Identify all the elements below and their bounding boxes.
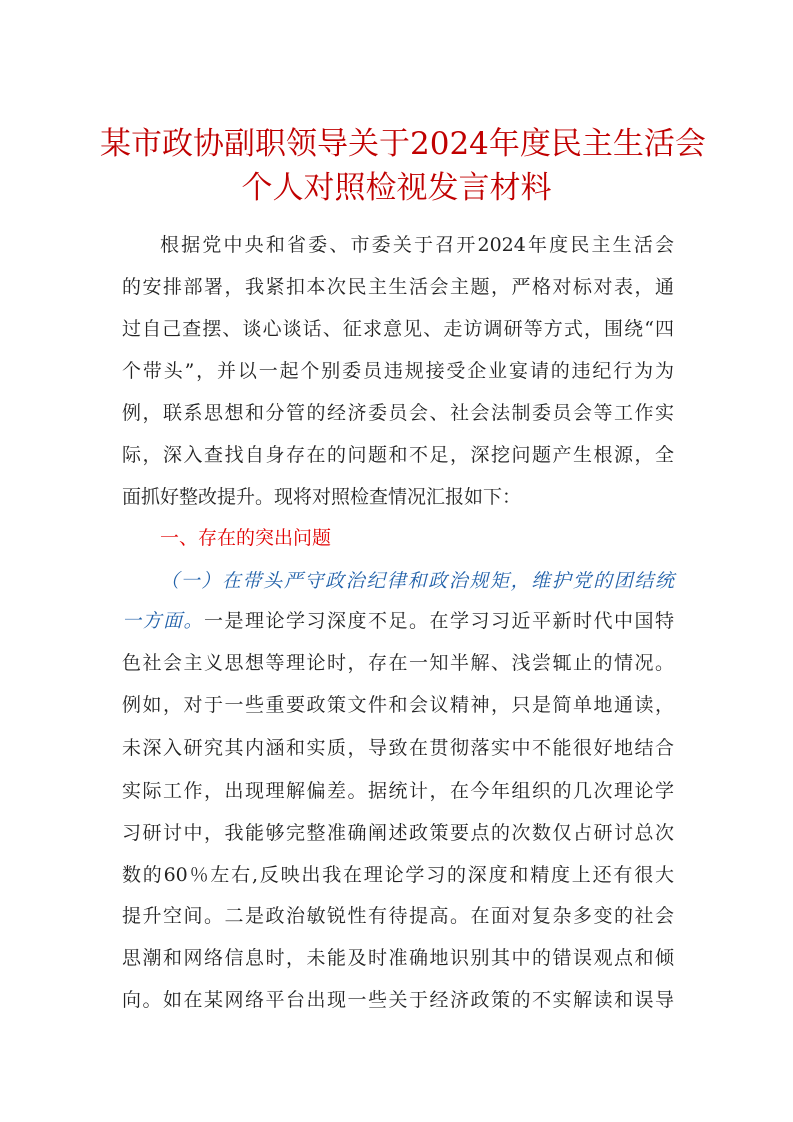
section-heading: 一、存在的突出问题 xyxy=(160,527,332,549)
body-paragraph-line: 数的60％左右,反映出我在理论学习的深度和精度上还有很大 xyxy=(122,864,674,886)
body-paragraph-line: 提升空间。二是政治敏锐性有待提高。在面对复杂多变的社会 xyxy=(122,905,674,927)
body-paragraph-line: 色社会主义思想等理论时，存在一知半解、浅尝辄止的情况。 xyxy=(122,652,674,674)
body-text: 一是理论学习深度不足。在学习习近平新时代中国特 xyxy=(204,610,674,632)
intro-paragraph-line: 际，深入查找自身存在的问题和不足，深挖问题产生根源，全 xyxy=(122,444,674,466)
body-paragraph-line: 思潮和网络信息时，未能及时准确地识别其中的错误观点和倾 xyxy=(122,947,674,969)
body-paragraph-line: 向。如在某网络平台出现一些关于经济政策的不实解读和误导 xyxy=(122,989,674,1011)
body-paragraph-line: 习研讨中，我能够完整准确阐述政策要点的次数仅占研讨总次 xyxy=(122,822,674,844)
intro-paragraph-line: 个带头”，并以一起个别委员违规接受企业宴请的违纪行为为 xyxy=(122,360,674,382)
intro-paragraph-line: 面抓好整改提升。现将对照检查情况汇报如下： xyxy=(122,486,522,508)
intro-paragraph-line: 根据党中央和省委、市委关于召开2024年度民主生活会 xyxy=(160,234,674,256)
body-paragraph-line: 未深入研究其内涵和实质，导致在贯彻落实中不能很好地结合 xyxy=(122,737,674,759)
body-paragraph-line xyxy=(122,603,674,639)
intro-paragraph-line: 例，联系思想和分管的经济委员会、社会法制委员会等工作实 xyxy=(122,402,674,424)
body-paragraph-line: 例如，对于一些重要政策文件和会议精神，只是简单地通读， xyxy=(122,694,674,716)
body-paragraph-line: 实际工作，出现理解偏差。据统计，在今年组织的几次理论学 xyxy=(122,780,674,802)
document-title-line-2: 个人对照检视发言材料 xyxy=(241,170,552,206)
intro-paragraph-line: 过自己查摆、谈心谈话、征求意见、走访调研等方式，围绕“四 xyxy=(122,318,674,340)
subsection-heading-text: 一方面。 xyxy=(122,610,204,632)
document-title-line-1: 某市政协副职领导关于2024年度民主生活会 xyxy=(100,126,706,162)
subsection-heading-text: （一）在带头严守政治纪律和政治规矩，维护党的团结统 xyxy=(160,570,674,592)
intro-paragraph-line: 的安排部署，我紧扣本次民主生活会主题，严格对标对表，通 xyxy=(122,276,674,298)
subsection-heading xyxy=(160,563,674,599)
